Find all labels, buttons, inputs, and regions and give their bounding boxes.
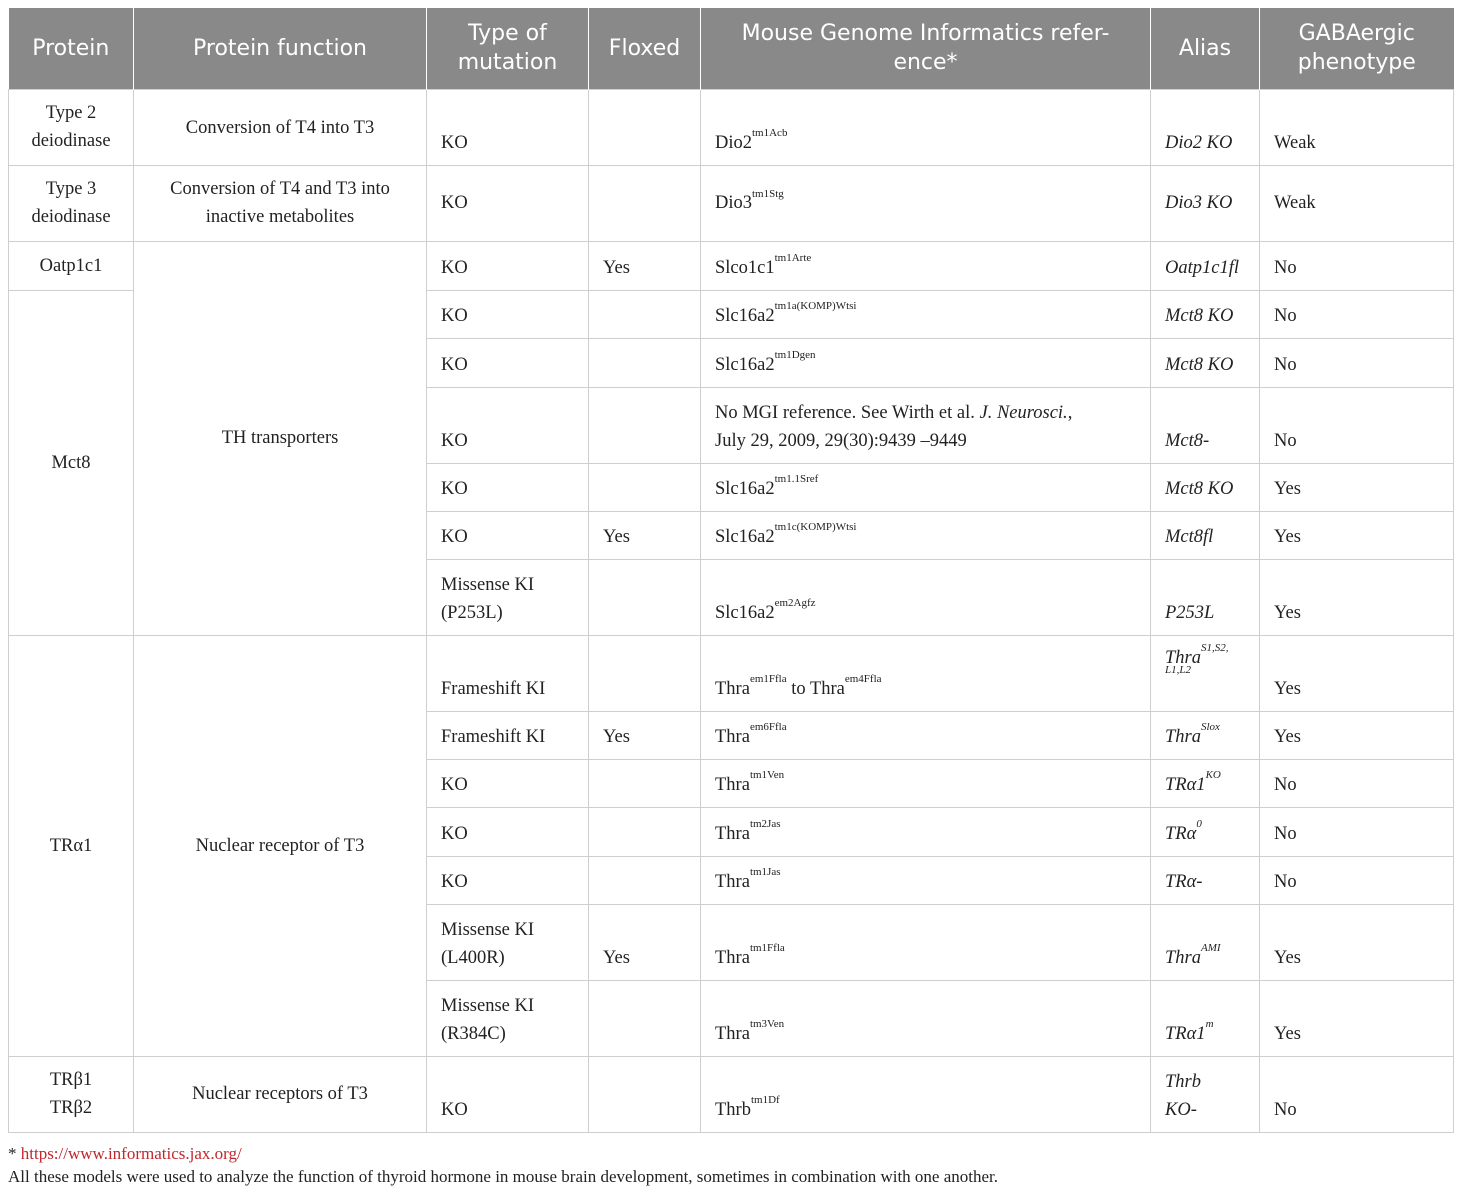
mutation-cell: KO: [427, 511, 589, 559]
mgi-reference-cell: Thra$^{tm3Ven}$: [701, 980, 1151, 1056]
phenotype-cell: Weak: [1260, 89, 1454, 165]
floxed-cell: [589, 807, 701, 856]
mutation-cell: KO: [427, 856, 589, 904]
mutation-cell: KO: [427, 165, 589, 241]
mutation-cell: Missense KI (R384C): [427, 980, 589, 1056]
header-row: [9, 8, 1454, 89]
phenotype-cell: No: [1260, 759, 1454, 807]
mutation-cell: Frameshift KI: [427, 635, 589, 711]
header-floxed: Floxed: [589, 8, 701, 89]
mutation-cell: KO: [427, 89, 589, 165]
table-row: [9, 635, 1454, 711]
alias-cell: Dio2 KO: [1151, 89, 1260, 165]
floxed-cell: [589, 1056, 701, 1132]
mgi-reference-cell: Thra$^{tm1Ffla}$: [701, 904, 1151, 980]
floxed-cell: [589, 165, 701, 241]
phenotype-cell: Yes: [1260, 635, 1454, 711]
alias-cell: TRα-: [1151, 856, 1260, 904]
header-gabaergic-phenotype: GABAergic phenotype: [1260, 8, 1454, 89]
table-row: [9, 241, 1454, 290]
floxed-cell: Yes: [589, 711, 701, 759]
floxed-cell: [589, 980, 701, 1056]
header-protein: Protein: [9, 8, 134, 89]
floxed-cell: Yes: [589, 241, 701, 290]
alias-cell: Mct8fl: [1151, 511, 1260, 559]
phenotype-cell: No: [1260, 807, 1454, 856]
phenotype-cell: No: [1260, 856, 1454, 904]
informatics-jax-link[interactable]: https://www.informatics.jax.org/: [20, 1143, 242, 1163]
table-container: [8, 8, 1453, 1188]
phenotype-cell: Weak: [1260, 165, 1454, 241]
mutation-cell: KO: [427, 241, 589, 290]
mouse-models-table: [8, 8, 1454, 1133]
mgi-reference-cell: No MGI reference. See Wirth et al. J. Neurosci., July 29, 2009, 29(30):9439 –9449: [701, 387, 1151, 463]
floxed-cell: [589, 290, 701, 338]
mgi-reference-cell: $Slc16a2^{em2Agfz}$: [701, 559, 1151, 635]
floxed-cell: [589, 338, 701, 387]
protein-cell: Type 2 deiodinase: [9, 89, 134, 165]
mgi-reference-cell: Thrb$^{tm1Df}$: [701, 1056, 1151, 1132]
alias-cell: TRα$^0$: [1151, 807, 1260, 856]
floxed-cell: Yes: [589, 511, 701, 559]
mgi-reference-cell: $Slc16a2^{tm1c(KOMP)Wtsi}$: [701, 511, 1151, 559]
alias-cell: Mct8 KO: [1151, 463, 1260, 511]
mgi-reference-cell: Thra$^{tm1Ven}$: [701, 759, 1151, 807]
mgi-reference-cell: $Slco1c1^{tm1Arte}$: [701, 241, 1151, 290]
footnote-link-line: [8, 1142, 1453, 1165]
alias-cell: $TR\alpha 1^{KO}$: [1151, 759, 1260, 807]
footnote-text: All these models were used to analyze the function of thyroid hormone in mouse brain development, sometimes in combination with one another.: [8, 1166, 999, 1186]
mutation-cell: KO: [427, 387, 589, 463]
header-type-of-mutation: Type of mutation: [427, 8, 589, 89]
mgi-reference-cell: $Slc16a2^{tm1a(KOMP)Wtsi}$: [701, 290, 1151, 338]
mgi-reference-cell: Thra$^{tm2Jas}$: [701, 807, 1151, 856]
mgi-reference-cell: Thra$^{em6Ffla}$: [701, 711, 1151, 759]
alias-cell: P253L: [1151, 559, 1260, 635]
function-cell: TH transporters: [134, 241, 427, 635]
phenotype-cell: No: [1260, 338, 1454, 387]
floxed-cell: Yes: [589, 904, 701, 980]
protein-cell: Oatp1c1: [9, 241, 134, 290]
phenotype-cell: No: [1260, 387, 1454, 463]
alias-cell: Mct8 KO: [1151, 338, 1260, 387]
phenotype-cell: Yes: [1260, 463, 1454, 511]
function-cell: Nuclear receptor of T3: [134, 635, 427, 1056]
table-row: [9, 89, 1454, 165]
mutation-cell: Missense KI (P253L): [427, 559, 589, 635]
footnote-marker: *: [8, 1143, 17, 1163]
function-cell: Conversion of T4 into T3: [134, 89, 427, 165]
floxed-cell: [589, 635, 701, 711]
phenotype-cell: No: [1260, 290, 1454, 338]
table-footnote: [8, 1142, 1453, 1188]
alias-cell: Thra$^{Slox}$: [1151, 711, 1260, 759]
table-row: [9, 165, 1454, 241]
mutation-cell: KO: [427, 338, 589, 387]
alias-cell: Mct8-: [1151, 387, 1260, 463]
alias-cell: TRα1$^m$: [1151, 980, 1260, 1056]
alias-cell: Thrb KO-: [1151, 1056, 1260, 1132]
alias-cell: Oatp1c1fl: [1151, 241, 1260, 290]
phenotype-cell: Yes: [1260, 711, 1454, 759]
header-alias: Alias: [1151, 8, 1260, 89]
alias-cell: Dio3 KO: [1151, 165, 1260, 241]
mutation-cell: KO: [427, 1056, 589, 1132]
function-cell: Conversion of T4 and T3 into inactive metabolites: [134, 165, 427, 241]
mutation-cell: Missense KI (L400R): [427, 904, 589, 980]
phenotype-cell: Yes: [1260, 980, 1454, 1056]
phenotype-cell: No: [1260, 241, 1454, 290]
mgi-reference-cell: $Slc16a2^{tm1Dgen}$: [701, 338, 1151, 387]
header-mgi-reference: Mouse Genome Informatics refer- ence*: [701, 8, 1151, 89]
header-protein-function: Protein function: [134, 8, 427, 89]
mutation-cell: Frameshift KI: [427, 711, 589, 759]
mgi-reference-cell: $Dio2^{tm1Acb}$: [701, 89, 1151, 165]
alias-cell: Thra$^{AMI}$: [1151, 904, 1260, 980]
floxed-cell: [589, 89, 701, 165]
mgi-reference-cell: $Slc16a2^{tm1.1Sref}$: [701, 463, 1151, 511]
mgi-reference-cell: Thra$^{em1Ffla}$ to Thra$^{em4Ffla}$: [701, 635, 1151, 711]
phenotype-cell: Yes: [1260, 511, 1454, 559]
mgi-reference-cell: Thra$^{tm1Jas}$: [701, 856, 1151, 904]
floxed-cell: [589, 463, 701, 511]
floxed-cell: [589, 759, 701, 807]
alias-cell: Mct8 KO: [1151, 290, 1260, 338]
mutation-cell: KO: [427, 759, 589, 807]
phenotype-cell: Yes: [1260, 559, 1454, 635]
floxed-cell: [589, 559, 701, 635]
protein-cell: TRβ1 TRβ2: [9, 1056, 134, 1132]
floxed-cell: [589, 856, 701, 904]
mutation-cell: KO: [427, 290, 589, 338]
phenotype-cell: Yes: [1260, 904, 1454, 980]
mgi-reference-cell: $Dio3^{tm1Stg}$: [701, 165, 1151, 241]
protein-cell: Type 3 deiodinase: [9, 165, 134, 241]
phenotype-cell: No: [1260, 1056, 1454, 1132]
function-cell: Nuclear receptors of T3: [134, 1056, 427, 1132]
mutation-cell: KO: [427, 807, 589, 856]
table-row: [9, 1056, 1454, 1132]
floxed-cell: [589, 387, 701, 463]
protein-cell: TRα1: [9, 635, 134, 1056]
mutation-cell: KO: [427, 463, 589, 511]
protein-cell: Mct8: [9, 290, 134, 635]
alias-cell: Thra$^{S1,S2,}$ $^{L1,L2}$: [1151, 635, 1260, 711]
